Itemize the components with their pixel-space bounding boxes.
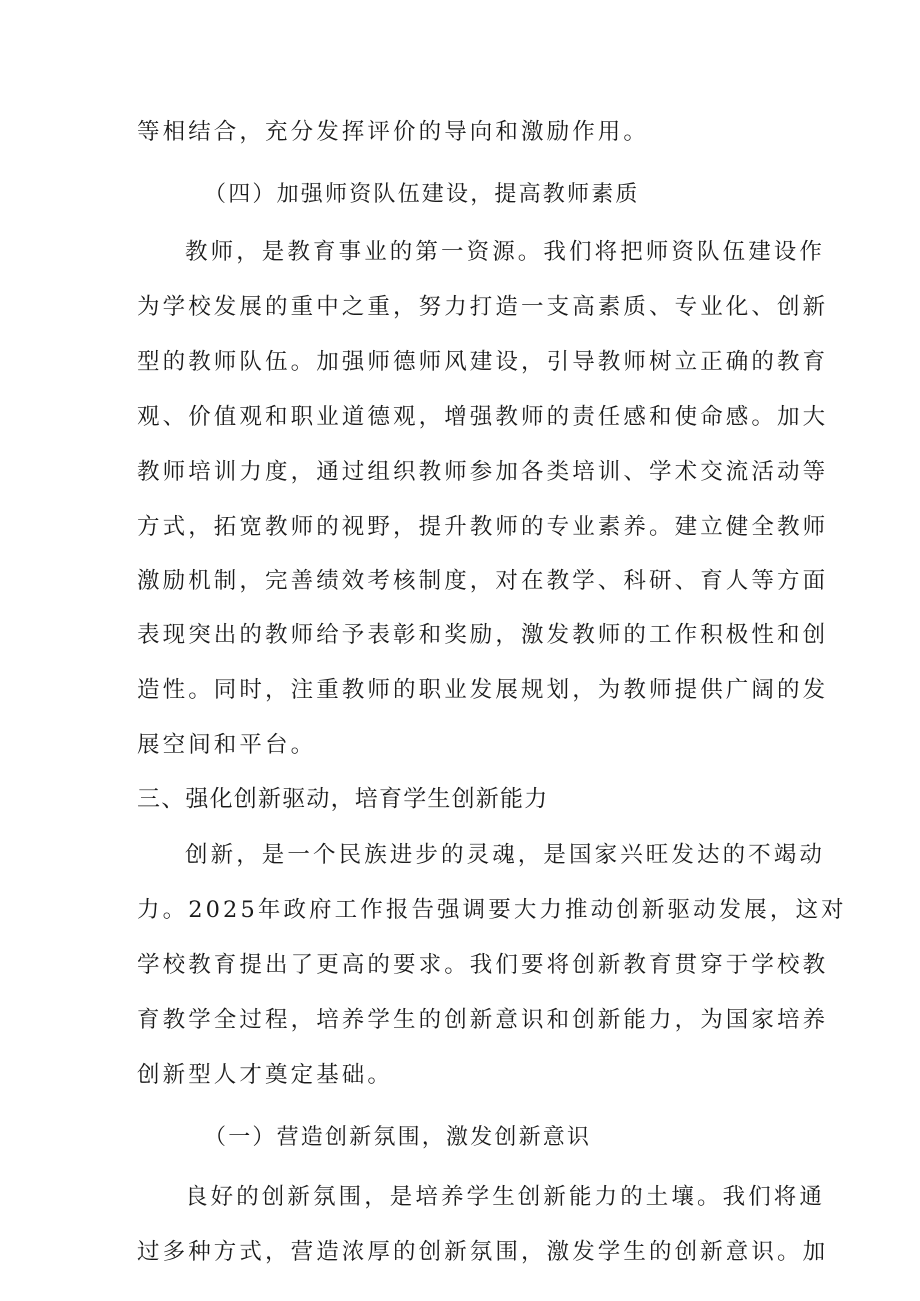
- paragraph-first-line: 良好的创新氛围，是培养学生创新能力的土壤。我们将通: [185, 1184, 826, 1210]
- text-line: 型的教师队伍。加强师德师风建设，引导教师树立正确的教育: [137, 349, 829, 375]
- text-line: 展空间和平台。: [137, 732, 317, 758]
- text-line: 学校教育提出了更高的要求。我们要将创新教育贯穿于学校教: [137, 952, 829, 978]
- section-heading: 三、强化创新驱动，培育学生创新能力: [137, 786, 549, 812]
- text-line: 过多种方式，营造浓厚的创新氛围，激发学生的创新意识。加: [137, 1239, 829, 1265]
- text-line: 表现突出的教师给予表彰和奖励，激发教师的工作积极性和创: [137, 622, 829, 648]
- text-line: 创新型人才奠定基础。: [137, 1062, 394, 1088]
- text-line: 育教学全过程，培养学生的创新意识和创新能力，为国家培养: [137, 1007, 829, 1033]
- text-line: 方式，拓宽教师的视野，提升教师的专业素养。建立健全教师: [137, 514, 829, 540]
- text-line: 激励机制，完善绩效考核制度，对在教学、科研、育人等方面: [137, 568, 829, 594]
- subsection-heading: （四）加强师资队伍建设，提高教师素质: [204, 182, 640, 207]
- subsection-heading: （一）营造创新氛围，激发创新意识: [204, 1125, 592, 1150]
- text-line: 为学校发展的重中之重，努力打造一支高素质、专业化、创新: [137, 294, 829, 320]
- text-line: 力。2025年政府工作报告强调要大力推动创新驱动发展，这对: [137, 897, 847, 923]
- paragraph-first-line: 教师，是教育事业的第一资源。我们将把师资队伍建设作: [185, 239, 826, 265]
- text-line: 观、价值观和职业道德观，增强教师的责任感和使命感。加大: [137, 404, 829, 430]
- text-line: 造性。同时，注重教师的职业发展规划，为教师提供广阔的发: [137, 677, 829, 703]
- text-line: 等相结合，充分发挥评价的导向和激励作用。: [137, 119, 650, 145]
- text-line: 教师培训力度，通过组织教师参加各类培训、学术交流活动等: [137, 459, 829, 485]
- paragraph-first-line: 创新，是一个民族进步的灵魂，是国家兴旺发达的不竭动: [185, 842, 826, 868]
